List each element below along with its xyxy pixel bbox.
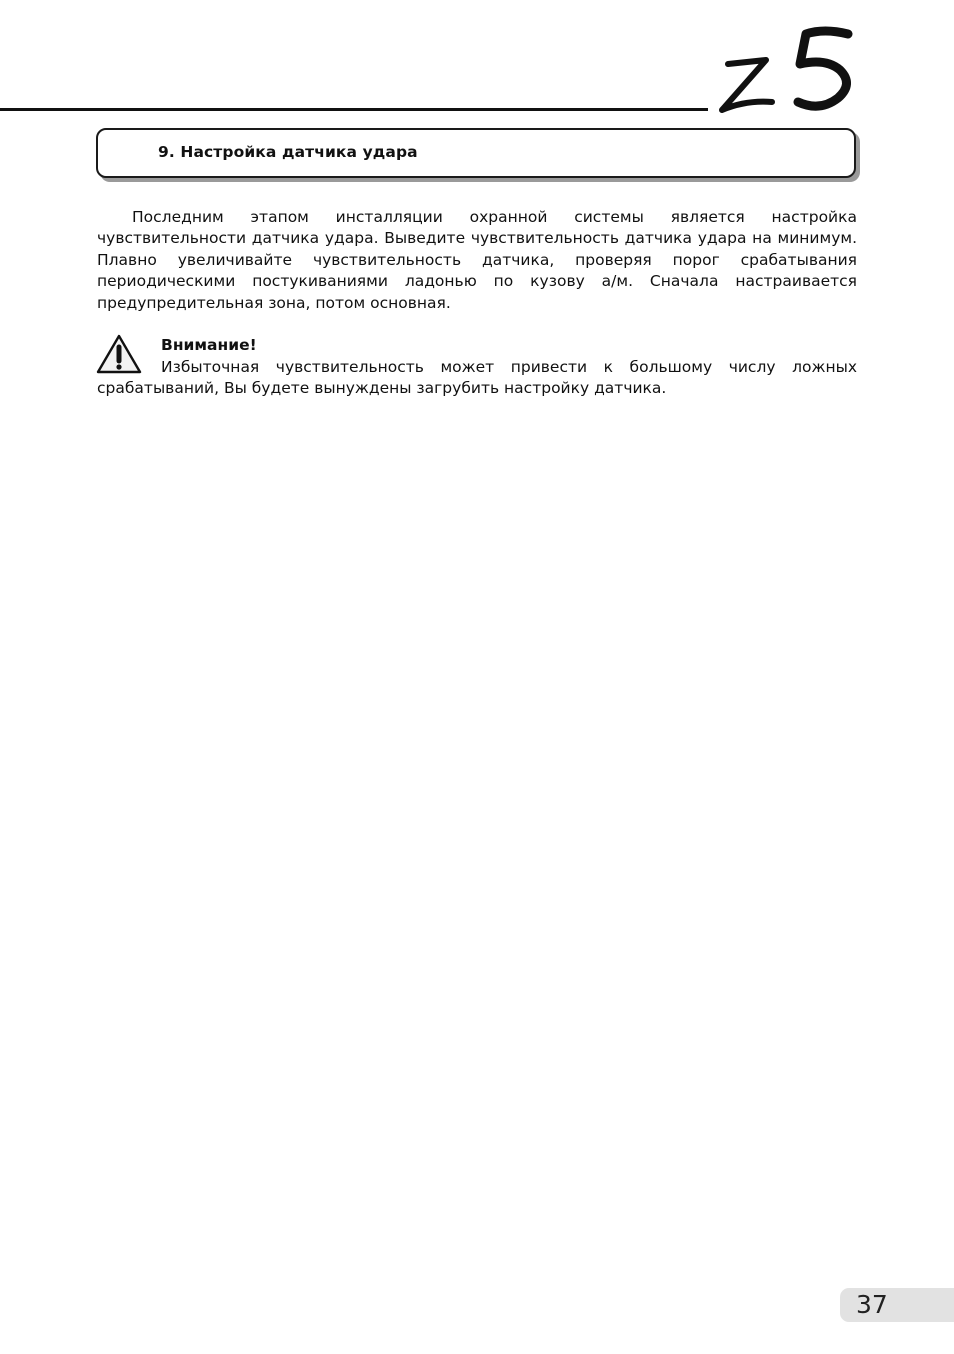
warning-title: Внимание! — [161, 336, 257, 354]
body-paragraph: Последним этапом инсталляции охранной системы является настройка чувствительности датчика удара. Выведите чувствительность датчика удара на минимум. Плавно увеличивайте чувствительность датчика, проверяя порог срабатывания периодическими постукиваниями ладонью по кузову а/м. Сначала настраивается предупредительная зона, потом основная. — [97, 208, 857, 312]
section-title: 9. Настройка датчика удара — [158, 143, 418, 161]
warning-text: Избыточная чувствительность может привести к большому числу ложных срабатываний, Вы будете вынуждены загрубить настройку датчика. — [97, 358, 857, 398]
header-rule — [0, 108, 708, 111]
page-number: 37 — [856, 1290, 888, 1319]
page-number-tab — [840, 1288, 954, 1322]
z5-logo — [712, 22, 862, 122]
section-header — [96, 128, 856, 178]
